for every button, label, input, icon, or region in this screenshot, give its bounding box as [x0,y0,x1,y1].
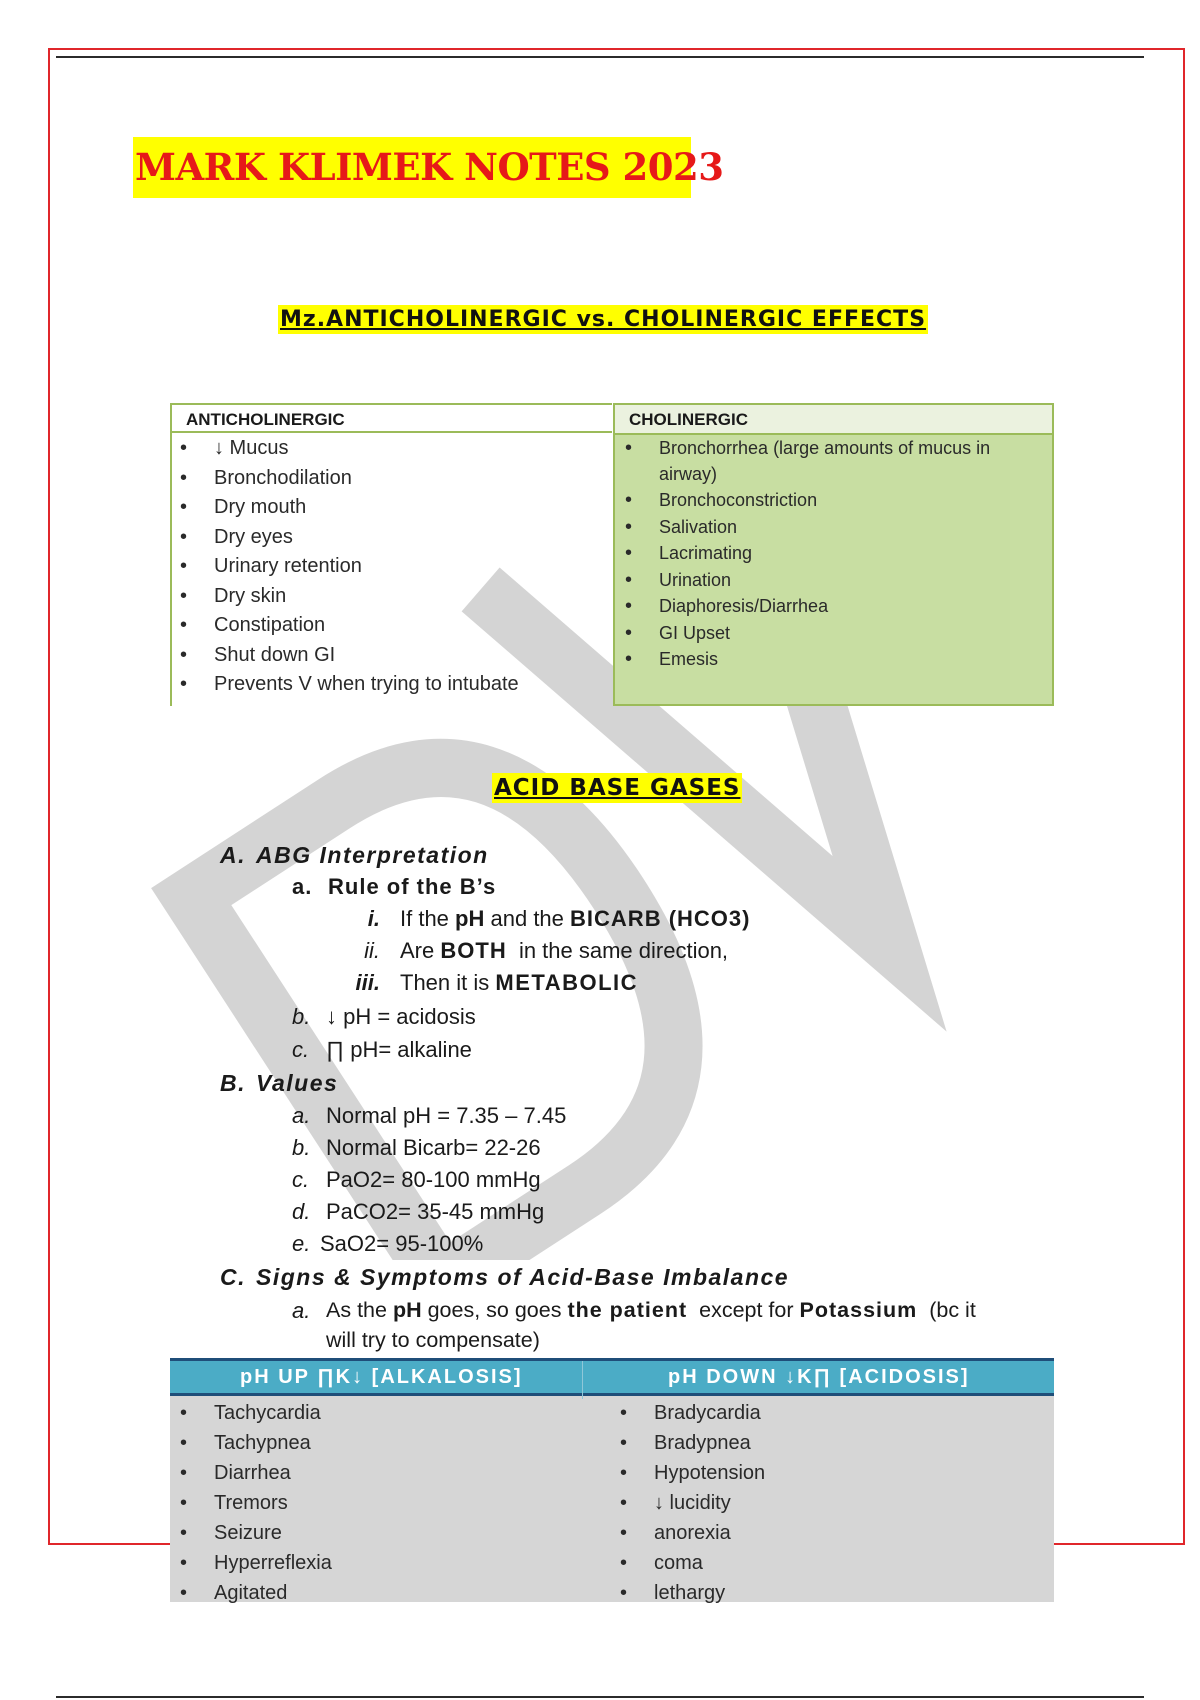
list-item: • Bronchoconstriction [615,487,1045,514]
list-item: • anorexia [610,1518,1010,1548]
list-item: • Bradypnea [610,1428,1010,1458]
list-item: • Hyperreflexia [170,1548,570,1578]
alkaline-line: ∏ pH= alkaline [326,1037,472,1062]
acidosis-line: ↓ pH = acidosis [326,1004,476,1029]
list-item: • Tachycardia [170,1398,570,1428]
alkalosis-list [170,1398,570,1608]
list-item: • Bradycardia [610,1398,1010,1428]
list-item: • Hypotension [610,1458,1010,1488]
list-item: • Bronchorrhea (large amounts of mucus in airway) [615,435,1045,487]
list-item: • Diarrhea [170,1458,570,1488]
outline-marker-iii: iii. [355,970,380,995]
list-item: • Dry mouth [170,493,610,523]
list-item: • ↓ lucidity [610,1488,1010,1518]
alkalosis-acidosis-table [170,1358,1054,1602]
acidosis-header: pH DOWN ↓K∏ [ACIDOSIS] [668,1366,970,1388]
list-item: • Urinary retention [170,552,610,582]
list-item: • lethargy [610,1578,1010,1608]
rule-line-ii: Are BOTH in the same direction, [400,938,729,963]
outline-marker-c: c. [292,1037,310,1062]
rule-line-i: If the pH and the BICARB (HCO3) [400,906,751,931]
header-divider [582,1361,583,1399]
section-title-acid-base: ACID BASE GASES [494,775,741,801]
list-item: • Diaphoresis/Diarrhea [615,593,1045,620]
list-item: • ↓ Mucus [170,434,610,464]
anticholinergic-cholinergic-table [170,403,1054,706]
outline-marker-A: A. [220,842,246,868]
list-item: • Dry skin [170,582,610,612]
potassium-note: As the pH goes, so goes the patient except for Potassium (bc it [326,1298,976,1322]
outline-marker-C: C. [220,1264,246,1290]
outline-marker-value: b. [292,1135,311,1160]
outline-marker-b: b. [292,1004,311,1029]
outline-marker-value: c. [292,1167,310,1192]
list-item: • GI Upset [615,620,1045,647]
outline-marker-value: d. [292,1199,311,1224]
acidosis-list [610,1398,1010,1608]
anticholinergic-header: ANTICHOLINERGIC [170,403,612,433]
value-normal-ph: Normal pH = 7.35 – 7.45 [326,1103,567,1128]
list-item: • Tremors [170,1488,570,1518]
anticholinergic-list [170,434,610,700]
list-item: • Emesis [615,646,1045,673]
values-heading: Values [256,1070,339,1096]
anticholinergic-column [170,403,612,706]
bottom-rule [56,1696,1144,1698]
list-item: • Salivation [615,514,1045,541]
abg-interpretation-heading: ABG Interpretation [256,842,489,868]
cholinergic-list [615,435,1045,673]
list-item: • coma [610,1548,1010,1578]
outline-marker-value: a. [292,1103,311,1128]
rule-of-bs-heading: Rule of the B’s [328,874,497,899]
potassium-note-continued: will try to compensate) [326,1328,540,1352]
outline-marker-Ca: a. [292,1298,311,1323]
value-pao2: PaO2= 80-100 mmHg [326,1167,541,1192]
outline-marker-value: e. [292,1231,311,1256]
section-title-anticholinergic: Mz.ANTICHOLINERGIC vs. CHOLINERGIC EFFECTS [280,307,927,332]
list-item: • Shut down GI [170,641,610,671]
alkalosis-header: pH UP ∏K↓ [ALKALOSIS] [240,1366,523,1388]
list-item: • Urination [615,567,1045,594]
list-item: • Constipation [170,611,610,641]
list-item: • Lacrimating [615,540,1045,567]
outline-marker-a: a. [292,874,313,899]
outline-marker-ii: ii. [364,938,380,963]
list-item: • Seizure [170,1518,570,1548]
value-sao2: SaO2= 95-100% [320,1231,484,1256]
value-normal-bicarb: Normal Bicarb= 22-26 [326,1135,541,1160]
list-item: • Bronchodilation [170,464,610,494]
signs-symptoms-heading: Signs & Symptoms of Acid-Base Imbalance [256,1264,790,1290]
list-item: • Prevents V when trying to intubate [170,670,610,700]
list-item: • Dry eyes [170,523,610,553]
table-header-row [170,1358,1054,1396]
list-item: • Agitated [170,1578,570,1608]
value-paco2: PaCO2= 35-45 mmHg [326,1199,545,1224]
outline-marker-B: B. [220,1070,246,1096]
list-item: • Tachypnea [170,1428,570,1458]
brand-title: MARK KLIMEK NOTES 2023 [133,137,691,198]
outline-marker-i: i. [367,906,380,931]
rule-line-iii: Then it is METABOLIC [400,970,639,995]
cholinergic-header: CHOLINERGIC [615,405,1052,435]
cholinergic-column [613,403,1054,706]
